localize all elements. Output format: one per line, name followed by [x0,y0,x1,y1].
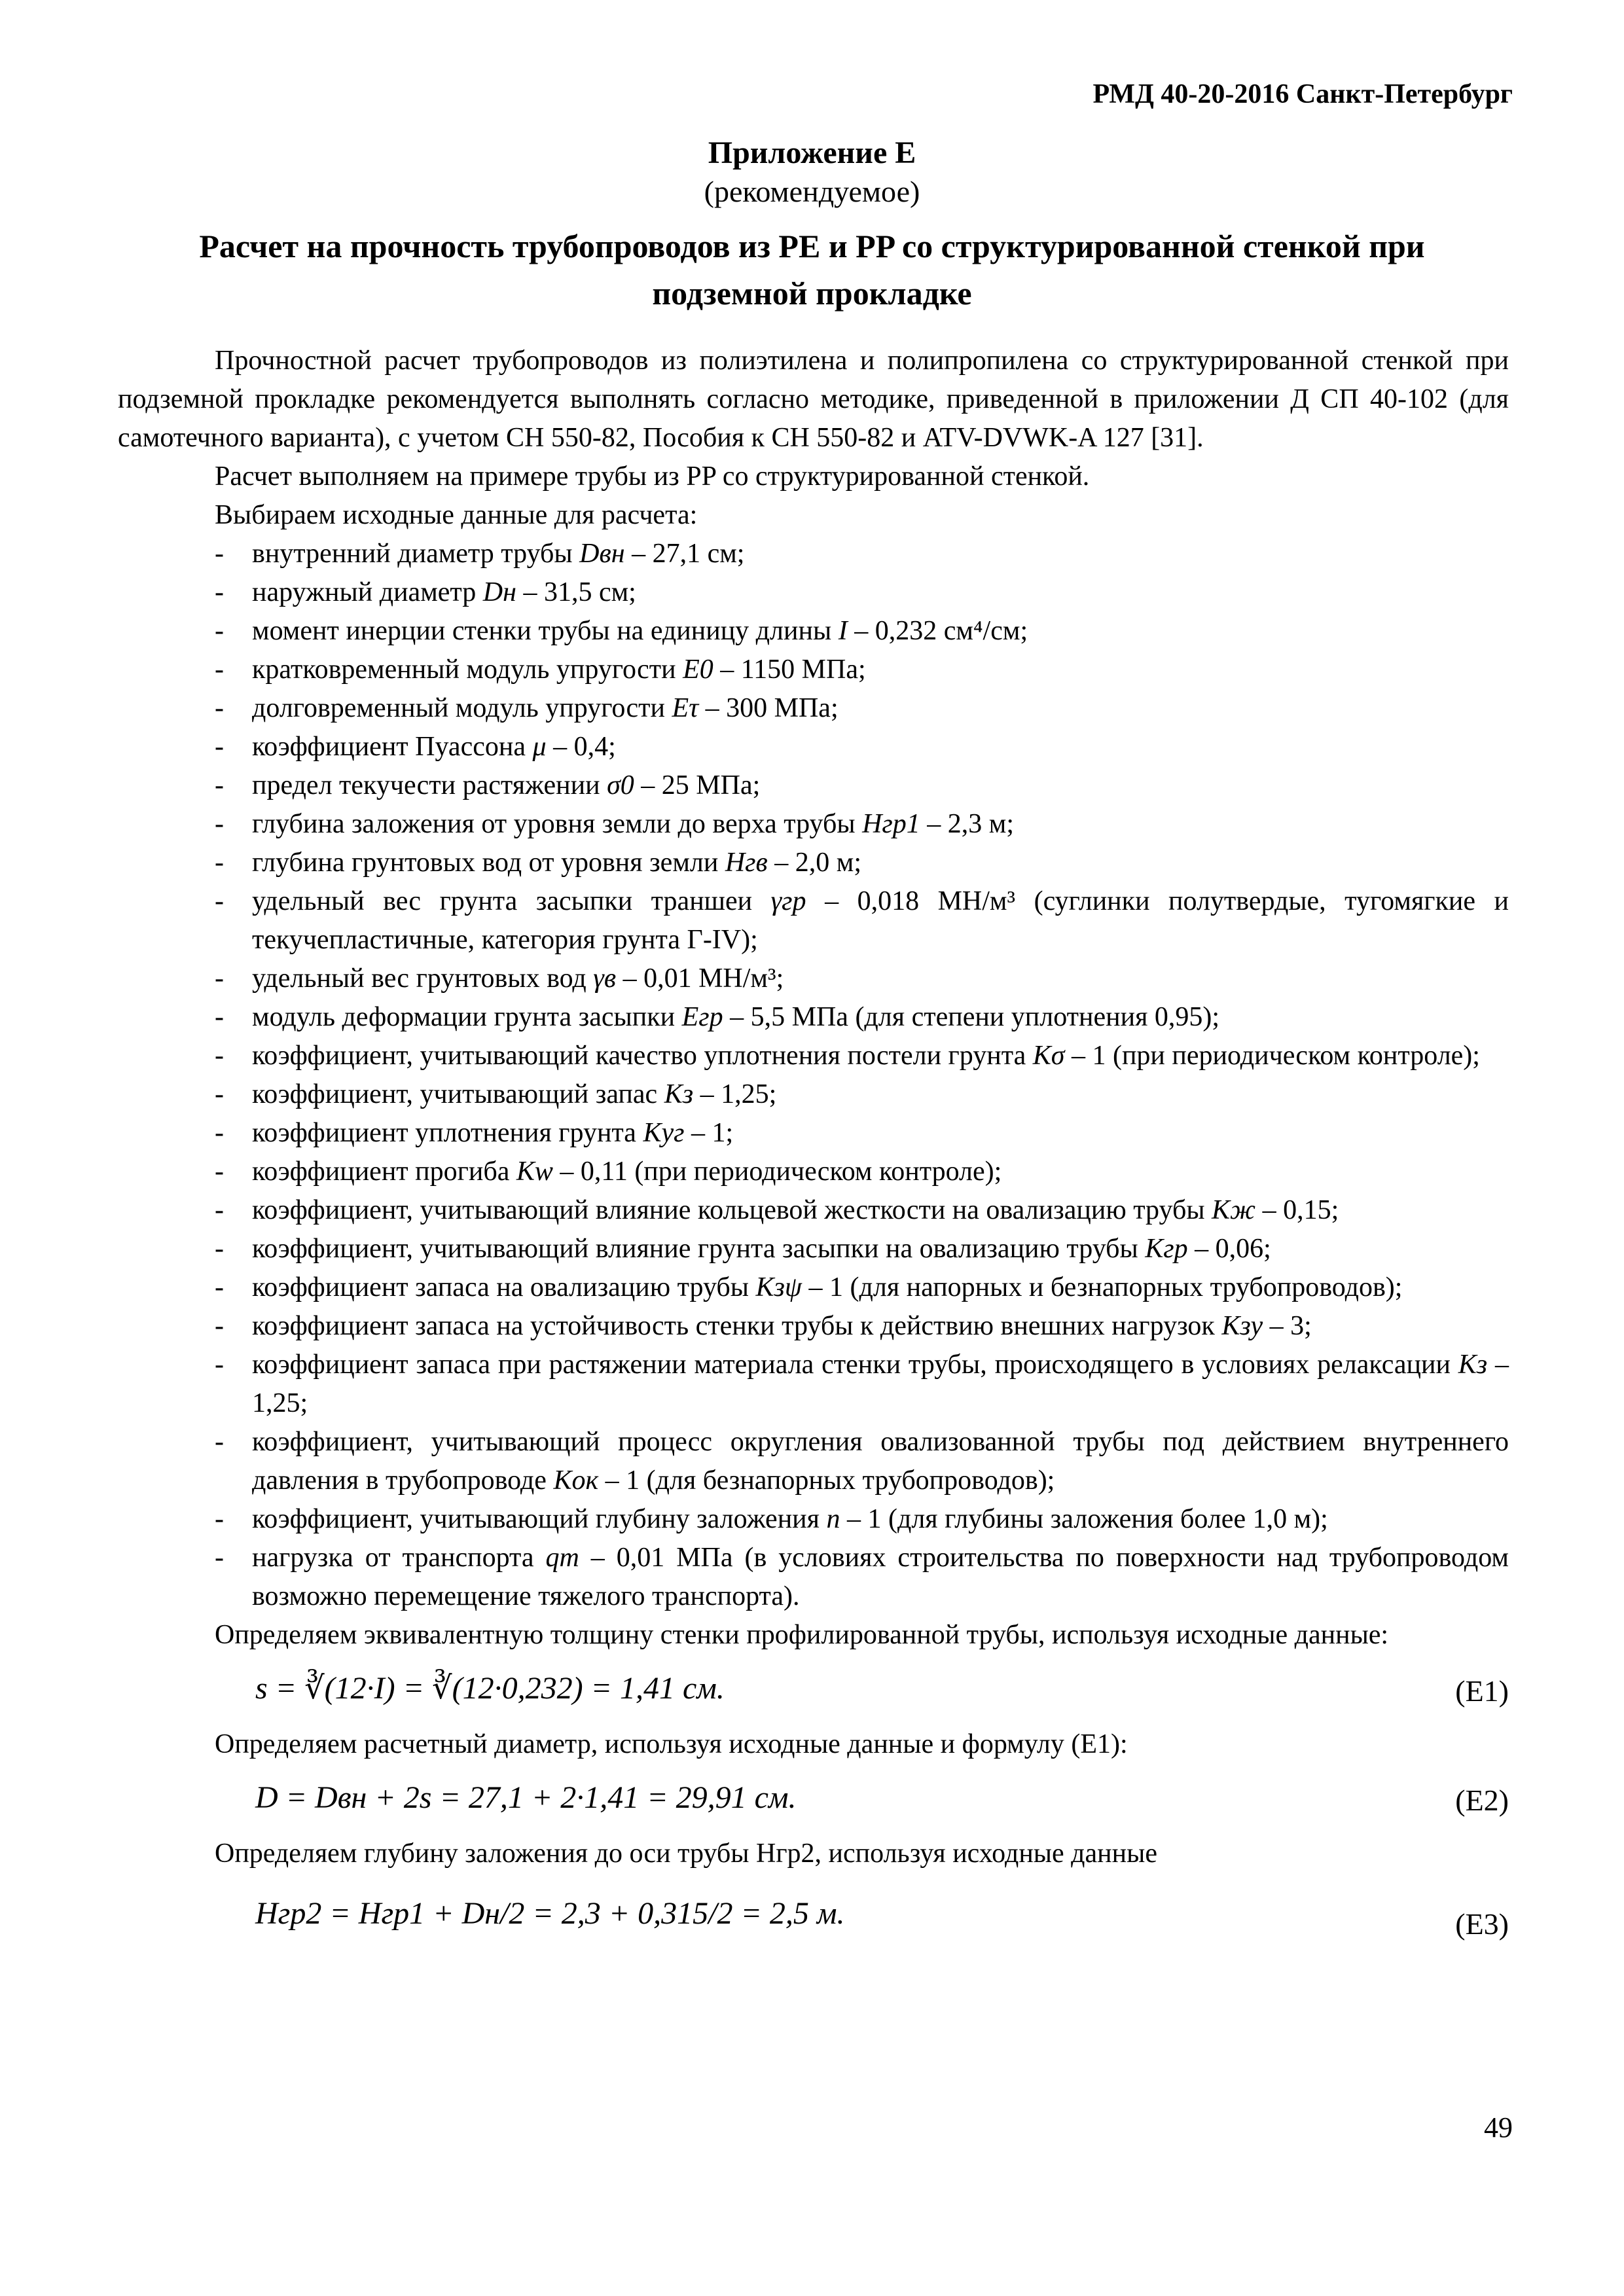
step-wall-thickness: Определяем эквивалентную толщину стенки профилированной трубы, используя исходные данные: [215,1620,1389,1650]
list-item: - долговременный модуль упругости Eτ – 300 МПа; [118,689,1509,728]
formula-e2-expression: D = Dвн + 2s = 27,1 + 2·1,41 = 29,91 см. [255,1780,797,1815]
page-number: 49 [1484,2111,1513,2144]
document-body [118,342,1509,1971]
formula-e3-expression: Hгр2 = Hгр1 + Dн/2 = 2,3 + 0,315/2 = 2,5 м. [255,1896,845,1931]
list-item: - коэффициент запаса на овализацию трубы Kзψ – 1 (для напорных и безнапорных трубопроводов); [118,1268,1509,1307]
appendix-subtitle: (рекомендуемое) [704,175,920,208]
list-item: - наружный диаметр Dн – 31,5 см; [118,573,1509,612]
list-item: - нагрузка от транспорта qт – 0,01 МПа (в условиях строительства по поверхности над трубопроводом возможно перемещение тяжелого транспорта). [118,1539,1509,1616]
input-data-line: Выбираем исходные данные для расчета: [215,500,698,530]
appendix-title: Приложение Е [708,135,916,170]
list-item: - предел текучести растяжении σ0 – 25 МПа; [118,766,1509,805]
formula-e1 [118,1655,1509,1725]
list-item: - модуль деформации грунта засыпки Eгр – 5,5 МПа (для степени уплотнения 0,95); [118,998,1509,1037]
list-item: - коэффициент, учитывающий качество уплотнения постели грунта Kσ – 1 (при периодическом контроле); [118,1037,1509,1075]
list-item: - коэффициент запаса при растяжении материала стенки трубы, происходящего в условиях релаксации Kз – 1,25; [118,1346,1509,1423]
list-item: - коэффициент, учитывающий запас Kз – 1,25; [118,1075,1509,1114]
formula-e2-number: (Е2) [1455,1784,1509,1817]
list-item: - коэффициент Пуассона μ – 0,4; [118,728,1509,766]
list-item: - коэффициент, учитывающий влияние грунта засыпки на овализацию трубы Kгр – 0,06; [118,1230,1509,1268]
list-item: - кратковременный модуль упругости E0 – 1150 МПа; [118,651,1509,689]
step-design-diameter: Определяем расчетный диаметр, используя исходные данные и формулу (Е1): [215,1729,1128,1759]
list-item: - коэффициент запаса на устойчивость стенки трубы к действию внешних нагрузок Kзу – 3; [118,1307,1509,1346]
intro-paragraph: Прочностной расчет трубопроводов из полиэтилена и полипропилена со структурированной стенкой при подземной прокладке рекомендуется выполнять согласно методике, приведенной в приложении Д СП 40-102 (для самотечного варианта), с учетом СН 550-82, Пособия к СН 550-82 и ATV-DVWK-A 127 [31]. [118,346,1509,453]
list-item: - удельный вес грунтовых вод γв – 0,01 МН/м³; [118,960,1509,998]
list-item: - коэффициент прогиба Kw – 0,11 (при периодическом контроле); [118,1153,1509,1191]
list-item: - глубина грунтовых вод от уровня земли Hгв – 2,0 м; [118,844,1509,882]
formula-e1-number: (Е1) [1455,1674,1509,1708]
example-line: Расчет выполняем на примере трубы из PP со структурированной стенкой. [215,461,1090,492]
list-item: - коэффициент уплотнения грунта Kуг – 1; [118,1114,1509,1153]
list-item: - момент инерции стенки трубы на единицу длины I – 0,232 см⁴/см; [118,612,1509,651]
list-item: - коэффициент, учитывающий влияние кольцевой жесткости на овализацию трубы Kж – 0,15; [118,1191,1509,1230]
step-axis-depth: Определяем глубину заложения до оси трубы Hгр2, используя исходные данные [215,1839,1157,1869]
list-item: - удельный вес грунта засыпки траншеи γгр – 0,018 МН/м³ (суглинки полутвердые, тугомягкие и текучепластичные, категория грунта Г-IV); [118,882,1509,960]
formula-e3-number: (Е3) [1455,1907,1509,1941]
list-item: - внутренний диаметр трубы Dвн – 27,1 см; [118,535,1509,573]
formula-e3 [118,1873,1509,1971]
document-header: РМД 40-20-2016 Санкт-Петербург [1092,79,1513,109]
list-item: - коэффициент, учитывающий глубину заложения n – 1 (для глубины заложения более 1,0 м); [118,1500,1509,1539]
formula-e1-expression: s = ∛(12·I) = ∛(12·0,232) = 1,41 см. [255,1671,725,1706]
list-item: - коэффициент, учитывающий процесс округления овализованной трубы под действием внутреннего давления в трубопроводе Kок – 1 (для безнапорных трубопроводов); [118,1423,1509,1500]
formula-e2 [118,1764,1509,1835]
section-heading: Расчет на прочность трубопроводов из PE и PP со структурированной стенкой при подземной прокладке [199,228,1425,312]
list-item: - глубина заложения от уровня земли до верха трубы Hгр1 – 2,3 м; [118,805,1509,844]
input-data-list [118,535,1509,1616]
